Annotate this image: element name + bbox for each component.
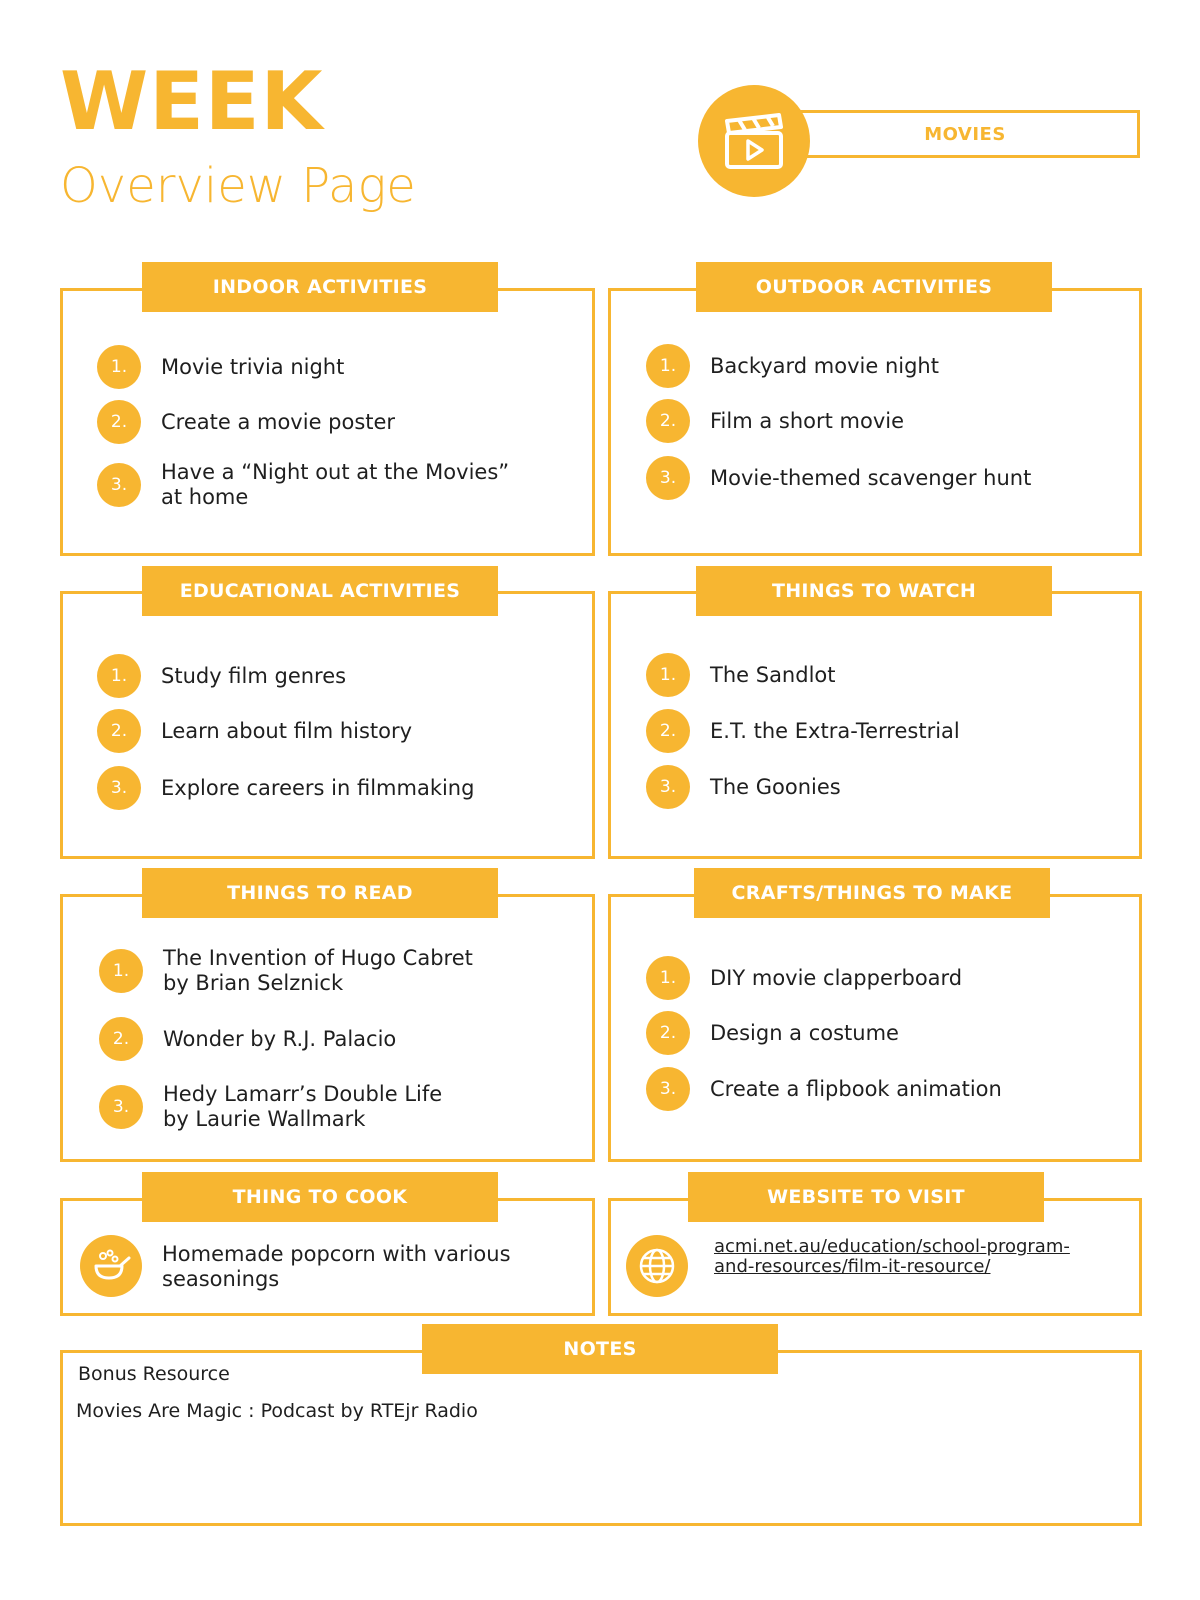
item-text: The Goonies <box>710 774 841 799</box>
list-item <box>99 1082 442 1132</box>
item-text: DIY movie clapperboard <box>710 965 963 990</box>
list-item <box>97 460 509 510</box>
item-text: Design a costume <box>710 1020 899 1045</box>
outdoor-heading: OUTDOOR ACTIVITIES <box>696 262 1052 312</box>
item-number: 3. <box>97 463 141 507</box>
globe-icon <box>626 1235 688 1297</box>
list-item <box>99 946 473 996</box>
item-text: The Sandlot <box>710 662 836 687</box>
item-number: 2. <box>646 1011 690 1055</box>
item-number: 1. <box>97 345 141 389</box>
crafts-heading: CRAFTS/THINGS TO MAKE <box>694 868 1050 918</box>
item-text: Learn about film history <box>161 718 413 743</box>
item-text: Film a short movie <box>710 408 905 433</box>
educational-heading: EDUCATIONAL ACTIVITIES <box>142 566 498 616</box>
list-item <box>99 1017 396 1061</box>
list-item <box>646 956 962 1000</box>
item-number: 2. <box>97 709 141 753</box>
notes-heading: NOTES <box>422 1324 778 1374</box>
notes-line-2: Movies Are Magic : Podcast by RTEjr Radio <box>76 1400 478 1422</box>
cooking-pan-icon <box>80 1235 142 1297</box>
list-item <box>646 653 836 697</box>
item-number: 3. <box>646 456 690 500</box>
item-number: 3. <box>99 1085 143 1129</box>
item-text: Wonder by R.J. Palacio <box>163 1026 397 1051</box>
website-heading: WEBSITE TO VISIT <box>688 1172 1044 1222</box>
item-number: 2. <box>646 709 690 753</box>
item-text: Explore careers in filmmaking <box>161 775 475 800</box>
item-text: Create a movie poster <box>161 409 396 434</box>
watch-heading: THINGS TO WATCH <box>696 566 1052 616</box>
list-item <box>646 1011 899 1055</box>
item-number: 1. <box>97 654 141 698</box>
indoor-heading: INDOOR ACTIVITIES <box>142 262 498 312</box>
theme-label: MOVIES <box>790 110 1140 158</box>
item-text: The Invention of Hugo Cabret by Brian Selznick <box>163 946 473 995</box>
list-item <box>97 400 395 444</box>
list-item <box>646 399 904 443</box>
item-number: 3. <box>646 1067 690 1111</box>
item-text: Have a “Night out at the Movies” at home <box>161 460 510 509</box>
cook-heading: THING TO COOK <box>142 1172 498 1222</box>
list-item <box>646 456 1031 500</box>
cook-text: Homemade popcorn with various seasonings <box>162 1242 511 1291</box>
item-number: 2. <box>99 1017 143 1061</box>
item-text: Movie-themed scavenger hunt <box>710 465 1032 490</box>
list-item <box>97 709 412 753</box>
list-item <box>97 345 344 389</box>
item-text: Movie trivia night <box>161 354 345 379</box>
read-heading: THINGS TO READ <box>142 868 498 918</box>
list-item <box>646 765 841 809</box>
item-number: 3. <box>97 766 141 810</box>
item-number: 2. <box>646 399 690 443</box>
item-text: Backyard movie night <box>710 353 939 378</box>
item-number: 1. <box>646 956 690 1000</box>
item-text: Study film genres <box>161 663 347 688</box>
notes-line-1: Bonus Resource <box>78 1363 230 1385</box>
list-item <box>646 709 960 753</box>
list-item <box>646 1067 1002 1111</box>
item-number: 1. <box>646 344 690 388</box>
item-number: 3. <box>646 765 690 809</box>
list-item <box>646 344 939 388</box>
item-number: 2. <box>97 400 141 444</box>
item-number: 1. <box>646 653 690 697</box>
item-number: 1. <box>99 949 143 993</box>
item-text: Hedy Lamarr’s Double Life by Laurie Wallmark <box>163 1082 443 1131</box>
item-text: E.T. the Extra-Terrestrial <box>710 718 960 743</box>
item-text: Create a flipbook animation <box>710 1076 1002 1101</box>
website-link[interactable]: acmi.net.au/education/school-program- and-resources/film-it-resource/ <box>714 1236 1070 1277</box>
page-title: WEEK <box>60 55 324 148</box>
clapperboard-icon <box>698 85 810 197</box>
list-item <box>97 766 474 810</box>
page-subtitle: Overview Page <box>60 158 416 214</box>
list-item <box>97 654 346 698</box>
